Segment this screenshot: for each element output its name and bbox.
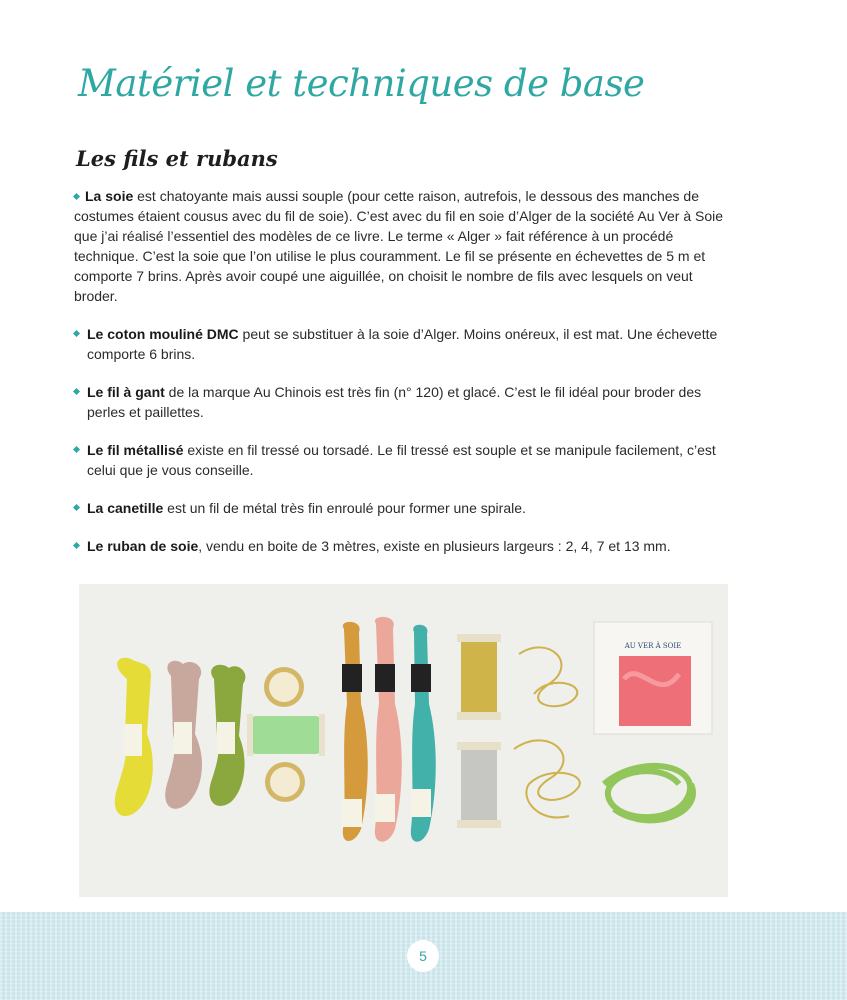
spool-gold-icon xyxy=(457,634,501,720)
diamond-bullet-icon xyxy=(73,504,80,511)
diamond-bullet-icon xyxy=(73,446,80,453)
page-title: Matériel et techniques de base xyxy=(78,62,645,105)
item-description: est chatoyante mais aussi souple (pour cette raison, autrefois, le dessous des manches de costumes étaient cousus avec du fil de soie). C’est avec du fil en soie d’Alger de la société Au Ver à Soie que j’ai réalisé l’essentiel des modèles de ce livre. Le terme « Alger » fait référence à un procédé technique. C’est la soie que l’on utilise le plus couramment. Le fil se présente en échevettes de 5 m et comporte 7 brins. Après avoir coupé une aiguillée, on choisit le nombre de fils avec lesquels on veut broder. xyxy=(74,188,724,304)
list-item-silk-ribbon xyxy=(74,536,734,556)
materials-list xyxy=(74,186,734,574)
diamond-bullet-icon xyxy=(73,388,80,395)
list-item-silk xyxy=(74,186,734,306)
item-term: Le ruban de soie xyxy=(87,538,199,554)
item-term: Le coton mouliné DMC xyxy=(87,326,239,342)
spool-small-icon xyxy=(264,667,304,707)
diamond-bullet-icon xyxy=(73,542,80,549)
section-title: Les fils et rubans xyxy=(76,146,278,171)
list-item-cotton xyxy=(74,324,734,364)
list-item-metallic-thread xyxy=(74,440,734,480)
item-description: peut se substituer à la soie d’Alger. Moins onéreux, il est mat. Une échevette comporte 6 brins. xyxy=(87,326,718,362)
item-description: , vendu en boite de 3 mètres, existe en plusieurs largeurs : 2, 4, 7 et 13 mm. xyxy=(198,538,671,554)
item-term: La canetille xyxy=(87,500,164,516)
diamond-bullet-icon xyxy=(73,193,80,200)
page-number: 5 xyxy=(407,940,439,972)
item-description: de la marque Au Chinois est très fin (n° 120) et glacé. C’est le fil idéal pour broder des perles et paillettes. xyxy=(87,384,702,420)
list-item-canetille xyxy=(74,498,734,518)
item-term: Le fil à gant xyxy=(87,384,165,400)
item-description: existe en fil tressé ou torsadé. Le fil tressé est souple et se manipule facilement, c’est celui que je vous conseille. xyxy=(87,442,716,478)
ribbon-box-icon xyxy=(594,622,712,734)
spool-silver-icon xyxy=(457,742,501,828)
item-term: Le fil métallisé xyxy=(87,442,184,458)
diamond-bullet-icon xyxy=(73,330,80,337)
spool-green-icon xyxy=(247,714,325,756)
item-term: La soie xyxy=(85,188,134,204)
item-description: est un fil de métal très fin enroulé pour former une spirale. xyxy=(163,500,526,516)
materials-photo xyxy=(79,584,728,897)
spool-small-icon xyxy=(265,762,305,802)
svg-text:AU VER À SOIE: AU VER À SOIE xyxy=(624,642,682,650)
list-item-glove-thread xyxy=(74,382,734,422)
